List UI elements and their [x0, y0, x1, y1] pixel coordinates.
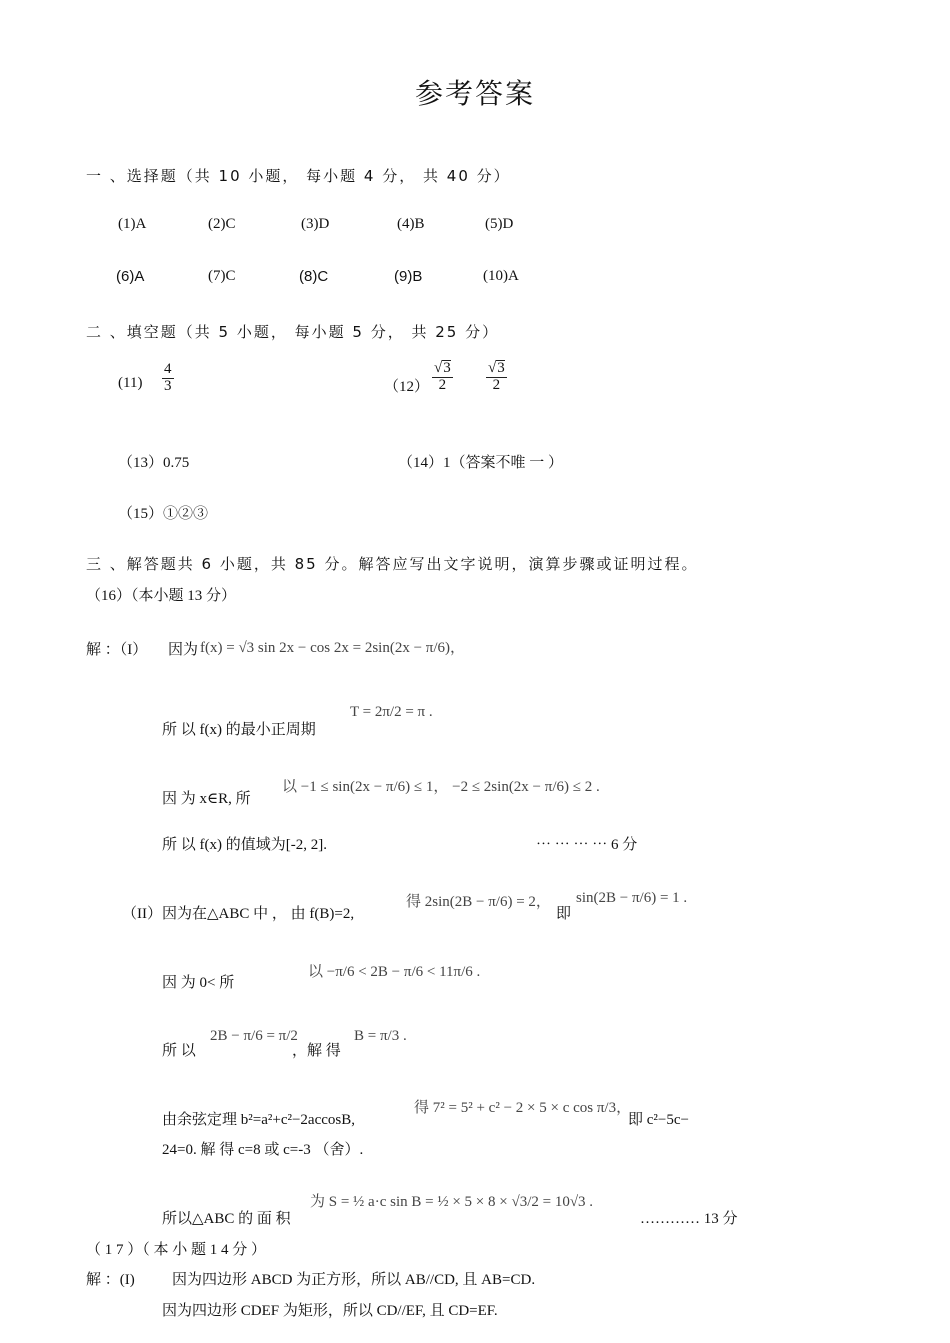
q16-part1-text: 因为	[168, 642, 199, 658]
answer-item: (3)D	[301, 216, 330, 232]
q11-numerator: 4	[164, 361, 172, 377]
q12-denominator-2: 2	[492, 376, 501, 393]
q12-numerator-2: 3	[497, 360, 505, 376]
q11-fraction	[160, 362, 176, 395]
q12-denominator: 2	[438, 376, 447, 393]
q17-line-1: 因为四边形 ABCD 为正方形，所以 AB//CD, 且 AB=CD.	[172, 1272, 536, 1288]
section-heading-choice: 一 、选择题（共 10 小题， 每小题 4 分， 共 40 分）	[86, 167, 511, 185]
q16-part2-text: （II）因为在△ABC 中 ， 由 f(B)=2,	[122, 906, 355, 922]
q16-cosine-text: 由余弦定理 b²=a²+c²−2accosB,	[162, 1112, 356, 1128]
q17-part1-label: 解 ：(I)	[86, 1272, 135, 1288]
q16-solve-formula-2: B = π/3 .	[354, 1028, 407, 1044]
q16-solve-text: 所 以	[162, 1043, 196, 1059]
q16-part2-mid: 即	[556, 906, 572, 922]
q16-solve-formula-1: 2B − π/6 = π/2	[210, 1028, 298, 1044]
q16-part2-formula-1: 得 2sin(2B − π/6) = 2，	[406, 894, 551, 910]
q16-cosine-formula: 得 7² = 5² + c² − 2 × 5 × c cos π/3，	[414, 1100, 632, 1116]
q16-header: （16）（本小题 13 分）	[86, 588, 237, 604]
q16-range-text: 因 为 x∈R, 所	[162, 791, 251, 807]
q16-solve-mid: ，解 得	[292, 1043, 341, 1059]
answer-item: (9)B	[394, 268, 423, 285]
q16-part1-formula: f(x) = √3 sin 2x − cos 2x = 2sin(2x − π/6)，	[200, 640, 466, 656]
answer-item: (10)A	[483, 268, 519, 284]
answer-item: (4)B	[397, 216, 425, 232]
q16-bound-text: 因 为 0< 所	[162, 975, 235, 991]
q17-header: （ 1 7 ）（ 本 小 题 1 4 分 ）	[86, 1242, 267, 1258]
q12-label: （12）	[384, 379, 430, 395]
q16-range-formula: 以 −1 ≤ sin(2x − π/6) ≤ 1， −2 ≤ 2sin(2x − π/6) ≤ 2 .	[282, 779, 600, 795]
q16-part2-formula-2: sin(2B − π/6) = 1 .	[576, 890, 688, 906]
q17-line-2: 因为四边形 CDEF 为矩形，所以 CD//EF, 且 CD=EF.	[162, 1303, 498, 1319]
q16-part1-label: 解 ：（I）	[86, 642, 148, 658]
q15-answer: （15）①②③	[118, 506, 209, 522]
q14-answer: （14）1（答案不唯 一 ）	[398, 455, 564, 471]
q12-fraction-2: $\frac{√3}{2}$	[488, 360, 505, 393]
q16-area-formula: 为 S = ½ a·c sin B = ½ × 5 × 8 × √3/2 = 10√3 .	[310, 1194, 594, 1210]
q16-score-6: ⋯ ⋯ ⋯ ⋯ 6 分	[536, 837, 638, 853]
answer-item: (8)C	[299, 268, 329, 285]
answer-item: (6)A	[116, 268, 145, 285]
section-heading-solve: 三 、解答题共 6 小题，共 85 分。解答应写出文字说明，演算步骤或证明过程。	[86, 555, 699, 573]
answer-item: (7)C	[208, 268, 236, 284]
answer-item: (5)D	[485, 216, 514, 232]
section-heading-fill: 二 、填空题（共 5 小题， 每小题 5 分， 共 25 分）	[86, 323, 500, 341]
q16-cosine-tail: 即 c²−5c−	[628, 1112, 689, 1128]
answer-item: (2)C	[208, 216, 236, 232]
q16-c-solution: 24=0. 解 得 c=8 或 c=-3 （舍）.	[162, 1142, 364, 1158]
q16-score-13: ………… 13 分	[640, 1211, 738, 1227]
q16-bound-formula: 以 −π/6 < 2B − π/6 < 11π/6 .	[308, 964, 481, 980]
q16-period-formula: T = 2π/2 = π .	[350, 704, 433, 720]
q16-area-text: 所以△ABC 的 面 积	[162, 1211, 291, 1227]
q11-denominator: 3	[164, 377, 172, 394]
q12-numerator: 3	[443, 360, 451, 376]
q13-answer: （13）0.75	[118, 455, 190, 471]
answer-item: (1)A	[118, 216, 147, 232]
q11-label: (11)	[118, 375, 143, 391]
q16-period-text: 所 以 f(x) 的最小正周期	[162, 722, 316, 738]
q16-range-result: 所 以 f(x) 的值域为[-2, 2].	[162, 837, 327, 853]
q12-fraction-1: $\frac{√3}{2}$	[434, 360, 451, 393]
page-title: 参考答案	[414, 77, 535, 110]
